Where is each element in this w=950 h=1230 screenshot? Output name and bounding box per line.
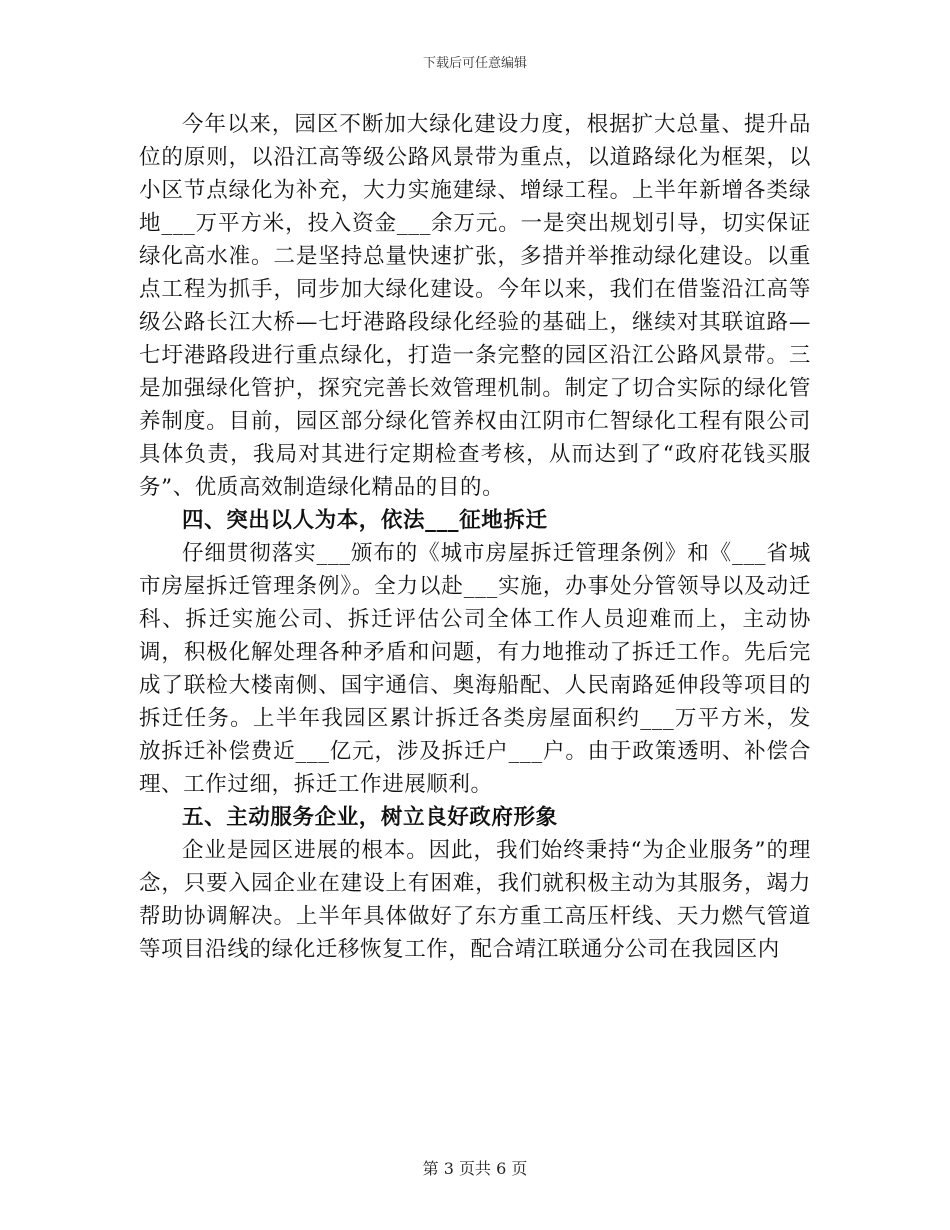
document-body: [139, 108, 811, 966]
paragraph-greening: 今年以来，园区不断加大绿化建设力度，根据扩大总量、提升品位的原则，以沿江高等级公路风景带为重点，以道路绿化为框架，以小区节点绿化为补充，大力实施建绿、增绿工程。上半年新增各类绿地___万平方米，投入资金___余万元。一是突出规划引导，切实保证绿化高水准。二是坚持总量快速扩张，多措并举推动绿化建设。以重点工程为抓手，同步加大绿化建设。今年以来，我们在借鉴沿江高等级公路长江大桥—七圩港路段绿化经验的基础上，继续对其联谊路—七圩港路段进行重点绿化，打造一条完整的园区沿江公路风景带。三是加强绿化管护，探究完善长效管理机制。制定了切合实际的绿化管养制度。目前，园区部分绿化管养权由江阴市仁智绿化工程有限公司具体负责，我局对其进行定期检查考核，从而达到了“政府花钱买服务”、优质高效制造绿化精品的目的。: [139, 112, 811, 500]
section-heading-enterprise-service: 五、主动服务企业，树立良好政府形象: [182, 805, 558, 830]
section-heading-demolition: 四、突出以人为本，依法___征地拆迁: [182, 508, 548, 533]
page-header-note: 下载后可任意编辑: [422, 56, 527, 71]
paragraph-demolition: 仔细贯彻落实___颁布的《城市房屋拆迁管理条例》和《___省城市房屋拆迁管理条例》。全力以赴___实施，办事处分管领导以及动迁科、拆迁实施公司、拆迁评估公司全体工作人员迎难而上，主动协调，积极化解处理各种矛盾和问题，有力地推动了拆迁工作。先后完成了联检大楼南侧、国宇通信、奥海船配、人民南路延伸段等项目的拆迁任务。上半年我园区累计拆迁各类房屋面积约___万平方米，发放拆迁补偿费近___亿元，涉及拆迁户___户。由于政策透明、补偿合理、工作过细，拆迁工作进展顺利。: [139, 541, 811, 797]
paragraph-enterprise-service: 企业是园区进展的根本。因此，我们始终秉持“为企业服务”的理念，只要入园企业在建设上有困难，我们就积极主动为其服务，竭力帮助协调解决。上半年具体做好了东方重工高压杆线、天力燃气管道等项目沿线的绿化迁移恢复工作，配合靖江联通分公司在我园区内: [139, 838, 811, 962]
page-number: 第 3 页共 6 页: [422, 1159, 528, 1178]
